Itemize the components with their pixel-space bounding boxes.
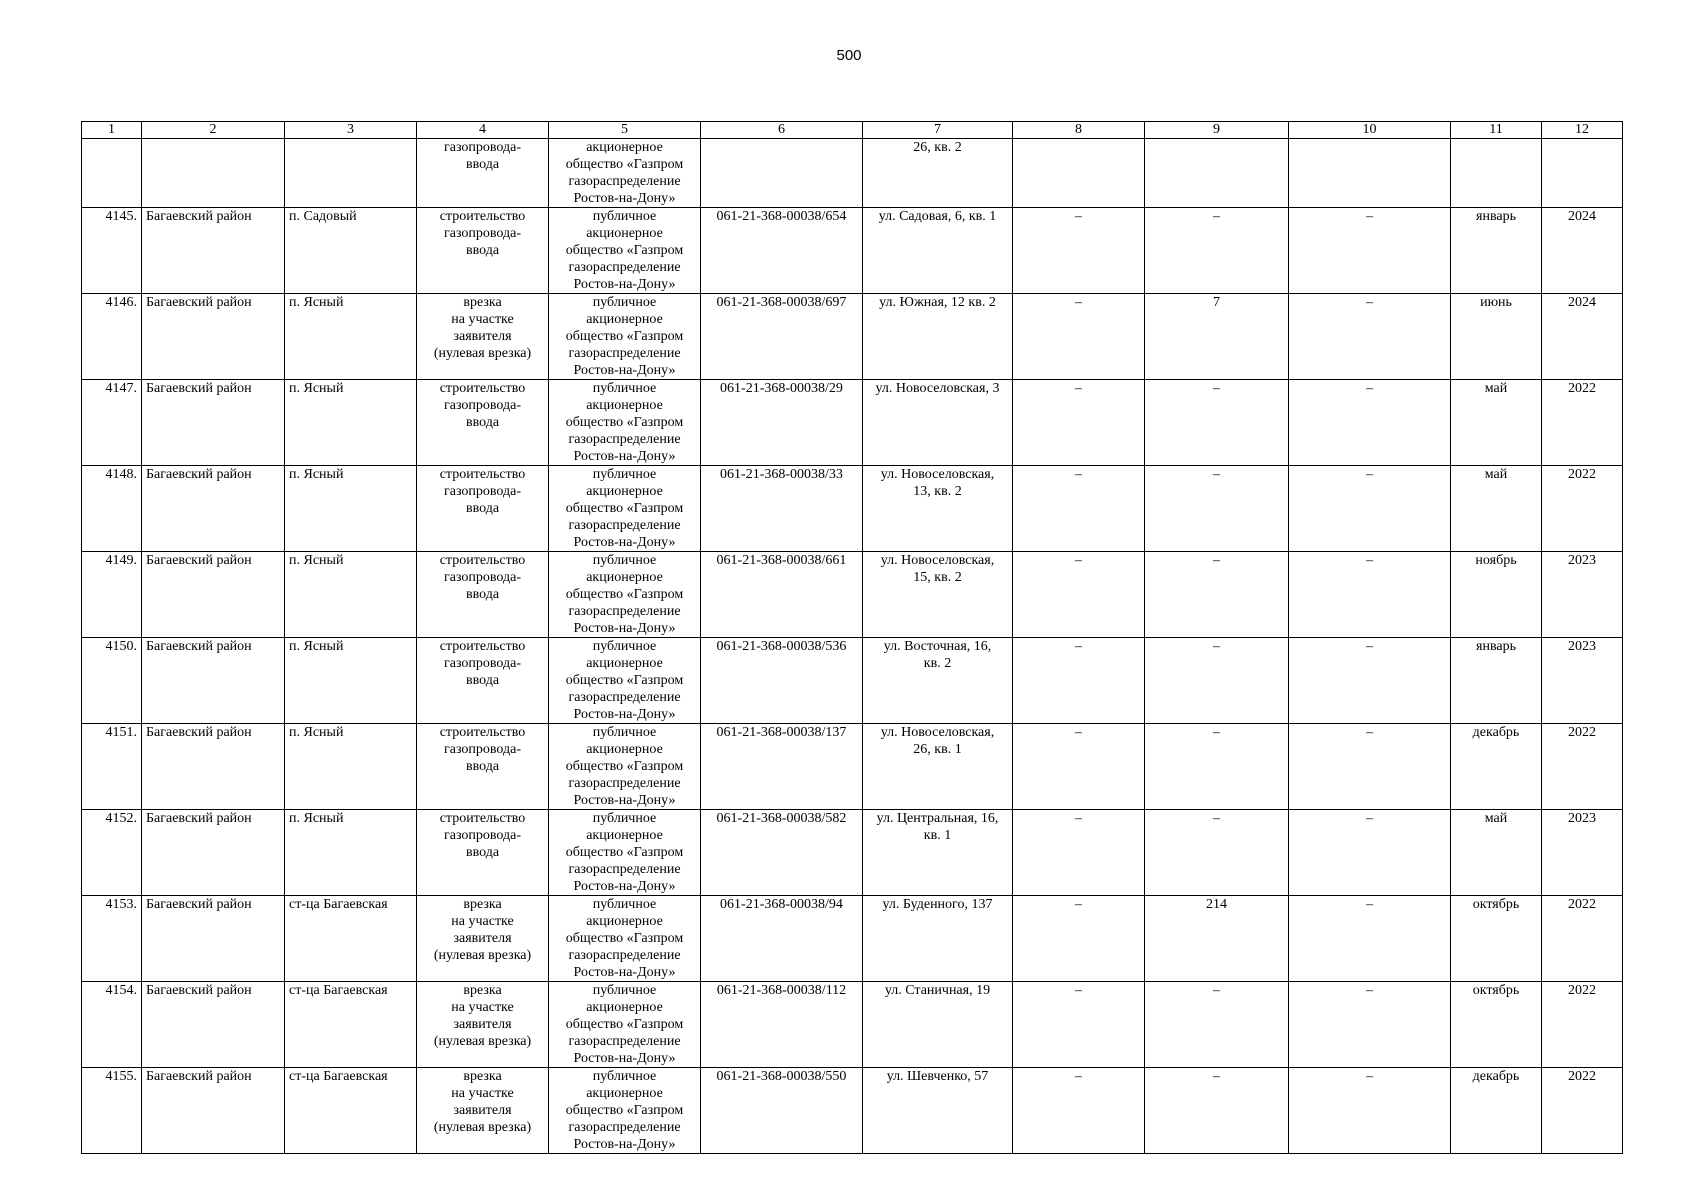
column-number-header: 10 — [1289, 122, 1451, 139]
table-row — [82, 294, 1623, 380]
cell-number: 4153. — [82, 896, 142, 982]
cell-col10: – — [1289, 466, 1451, 552]
cell-work-type: строительство газопровода- ввода — [417, 552, 549, 638]
cell-col8: – — [1013, 982, 1145, 1068]
cell-work-type: врезка на участке заявителя (нулевая врезка) — [417, 896, 549, 982]
cell-month: январь — [1451, 208, 1542, 294]
cell-col10 — [1289, 139, 1451, 208]
cell-month: октябрь — [1451, 896, 1542, 982]
cell-district: Багаевский район — [142, 208, 285, 294]
cell-settlement: п. Садовый — [285, 208, 417, 294]
cell-work-type: врезка на участке заявителя (нулевая врезка) — [417, 1068, 549, 1154]
cell-address: ул. Буденного, 137 — [863, 896, 1013, 982]
cell-col10: – — [1289, 810, 1451, 896]
cell-settlement: ст-ца Багаевская — [285, 1068, 417, 1154]
cell-organization: публичное акционерное общество «Газпром газораспределение Ростов-на-Дону» — [549, 552, 701, 638]
table-row — [82, 1068, 1623, 1154]
cell-address: ул. Восточная, 16, кв. 2 — [863, 638, 1013, 724]
table-row — [82, 896, 1623, 982]
cell-organization: публичное акционерное общество «Газпром газораспределение Ростов-на-Дону» — [549, 1068, 701, 1154]
cell-col8: – — [1013, 380, 1145, 466]
column-number-header: 9 — [1145, 122, 1289, 139]
cell-code: 061-21-368-00038/137 — [701, 724, 863, 810]
cell-settlement: ст-ца Багаевская — [285, 896, 417, 982]
column-number-header: 4 — [417, 122, 549, 139]
cell-year: 2023 — [1542, 638, 1623, 724]
cell-col8: – — [1013, 552, 1145, 638]
cell-number: 4149. — [82, 552, 142, 638]
cell-organization: публичное акционерное общество «Газпром газораспределение Ростов-на-Дону» — [549, 896, 701, 982]
cell-address: ул. Новоселовская, 26, кв. 1 — [863, 724, 1013, 810]
cell-organization: публичное акционерное общество «Газпром газораспределение Ростов-на-Дону» — [549, 982, 701, 1068]
cell-month: декабрь — [1451, 1068, 1542, 1154]
cell-organization: публичное акционерное общество «Газпром газораспределение Ростов-на-Дону» — [549, 208, 701, 294]
cell-organization: публичное акционерное общество «Газпром газораспределение Ростов-на-Дону» — [549, 638, 701, 724]
table-row — [82, 810, 1623, 896]
cell-col9: – — [1145, 208, 1289, 294]
cell-work-type: строительство газопровода- ввода — [417, 810, 549, 896]
cell-work-type: врезка на участке заявителя (нулевая врезка) — [417, 982, 549, 1068]
cell-code — [701, 139, 863, 208]
cell-number: 4145. — [82, 208, 142, 294]
cell-organization: публичное акционерное общество «Газпром газораспределение Ростов-на-Дону» — [549, 466, 701, 552]
column-number-header: 2 — [142, 122, 285, 139]
cell-col10: – — [1289, 208, 1451, 294]
cell-col9: – — [1145, 1068, 1289, 1154]
column-number-header: 3 — [285, 122, 417, 139]
cell-col9: – — [1145, 638, 1289, 724]
cell-col8: – — [1013, 1068, 1145, 1154]
cell-month: июнь — [1451, 294, 1542, 380]
column-number-row — [82, 122, 1623, 139]
cell-col10: – — [1289, 380, 1451, 466]
cell-code: 061-21-368-00038/112 — [701, 982, 863, 1068]
cell-year: 2022 — [1542, 724, 1623, 810]
cell-code: 061-21-368-00038/29 — [701, 380, 863, 466]
cell-col10: – — [1289, 294, 1451, 380]
cell-col8 — [1013, 139, 1145, 208]
cell-work-type: строительство газопровода- ввода — [417, 638, 549, 724]
cell-number: 4154. — [82, 982, 142, 1068]
cell-address: ул. Южная, 12 кв. 2 — [863, 294, 1013, 380]
cell-work-type: строительство газопровода- ввода — [417, 380, 549, 466]
cell-settlement: п. Ясный — [285, 294, 417, 380]
cell-district: Багаевский район — [142, 466, 285, 552]
table-row — [82, 552, 1623, 638]
cell-work-type: врезка на участке заявителя (нулевая врезка) — [417, 294, 549, 380]
cell-col8: – — [1013, 810, 1145, 896]
cell-address: ул. Станичная, 19 — [863, 982, 1013, 1068]
cell-settlement: п. Ясный — [285, 810, 417, 896]
cell-col9: 7 — [1145, 294, 1289, 380]
cell-organization: публичное акционерное общество «Газпром газораспределение Ростов-на-Дону» — [549, 724, 701, 810]
cell-year: 2024 — [1542, 294, 1623, 380]
table-row — [82, 724, 1623, 810]
cell-col10: – — [1289, 638, 1451, 724]
cell-address: ул. Новоселовская, 13, кв. 2 — [863, 466, 1013, 552]
cell-organization: публичное акционерное общество «Газпром газораспределение Ростов-на-Дону» — [549, 380, 701, 466]
cell-work-type: строительство газопровода- ввода — [417, 208, 549, 294]
cell-month: декабрь — [1451, 724, 1542, 810]
cell-district: Багаевский район — [142, 638, 285, 724]
cell-code: 061-21-368-00038/654 — [701, 208, 863, 294]
table-row — [82, 208, 1623, 294]
cell-col9: – — [1145, 552, 1289, 638]
cell-month: май — [1451, 380, 1542, 466]
cell-col9: – — [1145, 724, 1289, 810]
cell-col8: – — [1013, 294, 1145, 380]
cell-col8: – — [1013, 208, 1145, 294]
cell-settlement — [285, 139, 417, 208]
column-number-header: 6 — [701, 122, 863, 139]
cell-col10: – — [1289, 552, 1451, 638]
cell-col9: – — [1145, 380, 1289, 466]
cell-col8: – — [1013, 896, 1145, 982]
column-number-header: 1 — [82, 122, 142, 139]
cell-organization: публичное акционерное общество «Газпром газораспределение Ростов-на-Дону» — [549, 294, 701, 380]
cell-address: 26, кв. 2 — [863, 139, 1013, 208]
cell-code: 061-21-368-00038/33 — [701, 466, 863, 552]
column-number-header: 11 — [1451, 122, 1542, 139]
cell-year — [1542, 139, 1623, 208]
cell-settlement: п. Ясный — [285, 724, 417, 810]
cell-col10: – — [1289, 896, 1451, 982]
cell-year: 2022 — [1542, 982, 1623, 1068]
cell-month — [1451, 139, 1542, 208]
cell-year: 2022 — [1542, 896, 1623, 982]
cell-settlement: п. Ясный — [285, 552, 417, 638]
cell-year: 2022 — [1542, 1068, 1623, 1154]
table-row — [82, 982, 1623, 1068]
cell-address: ул. Новоселовская, 15, кв. 2 — [863, 552, 1013, 638]
cell-address: ул. Новоселовская, 3 — [863, 380, 1013, 466]
cell-organization: акционерное общество «Газпром газораспределение Ростов-на-Дону» — [549, 139, 701, 208]
cell-number: 4152. — [82, 810, 142, 896]
cell-year: 2022 — [1542, 380, 1623, 466]
cell-col9: 214 — [1145, 896, 1289, 982]
cell-settlement: п. Ясный — [285, 638, 417, 724]
cell-number: 4146. — [82, 294, 142, 380]
cell-settlement: п. Ясный — [285, 466, 417, 552]
cell-work-type: газопровода- ввода — [417, 139, 549, 208]
cell-year: 2023 — [1542, 552, 1623, 638]
cell-col9: – — [1145, 466, 1289, 552]
cell-year: 2022 — [1542, 466, 1623, 552]
cell-col9 — [1145, 139, 1289, 208]
register-table — [81, 121, 1623, 1154]
cell-district: Багаевский район — [142, 552, 285, 638]
cell-month: ноябрь — [1451, 552, 1542, 638]
cell-number: 4155. — [82, 1068, 142, 1154]
cell-month: май — [1451, 810, 1542, 896]
cell-code: 061-21-368-00038/536 — [701, 638, 863, 724]
cell-district: Багаевский район — [142, 810, 285, 896]
cell-district: Багаевский район — [142, 724, 285, 810]
cell-settlement: ст-ца Багаевская — [285, 982, 417, 1068]
cell-col8: – — [1013, 638, 1145, 724]
cell-month: май — [1451, 466, 1542, 552]
cell-district — [142, 139, 285, 208]
cell-organization: публичное акционерное общество «Газпром газораспределение Ростов-на-Дону» — [549, 810, 701, 896]
cell-col8: – — [1013, 466, 1145, 552]
cell-district: Багаевский район — [142, 1068, 285, 1154]
column-number-header: 8 — [1013, 122, 1145, 139]
cell-number: 4148. — [82, 466, 142, 552]
cell-number: 4151. — [82, 724, 142, 810]
cell-month: октябрь — [1451, 982, 1542, 1068]
cell-district: Багаевский район — [142, 380, 285, 466]
cell-col8: – — [1013, 724, 1145, 810]
cell-col9: – — [1145, 810, 1289, 896]
page-number: 500 — [836, 47, 862, 64]
cell-number: 4147. — [82, 380, 142, 466]
cell-work-type: строительство газопровода- ввода — [417, 466, 549, 552]
column-number-header: 7 — [863, 122, 1013, 139]
cell-col9: – — [1145, 982, 1289, 1068]
continuation-row — [82, 139, 1623, 208]
cell-code: 061-21-368-00038/582 — [701, 810, 863, 896]
cell-month: январь — [1451, 638, 1542, 724]
cell-number — [82, 139, 142, 208]
cell-code: 061-21-368-00038/94 — [701, 896, 863, 982]
cell-district: Багаевский район — [142, 896, 285, 982]
cell-address: ул. Садовая, 6, кв. 1 — [863, 208, 1013, 294]
column-number-header: 12 — [1542, 122, 1623, 139]
cell-address: ул. Центральная, 16, кв. 1 — [863, 810, 1013, 896]
cell-code: 061-21-368-00038/697 — [701, 294, 863, 380]
cell-year: 2024 — [1542, 208, 1623, 294]
cell-year: 2023 — [1542, 810, 1623, 896]
cell-col10: – — [1289, 982, 1451, 1068]
table-row — [82, 638, 1623, 724]
cell-settlement: п. Ясный — [285, 380, 417, 466]
cell-col10: – — [1289, 1068, 1451, 1154]
cell-code: 061-21-368-00038/661 — [701, 552, 863, 638]
cell-work-type: строительство газопровода- ввода — [417, 724, 549, 810]
table-row — [82, 380, 1623, 466]
cell-code: 061-21-368-00038/550 — [701, 1068, 863, 1154]
cell-col10: – — [1289, 724, 1451, 810]
cell-district: Багаевский район — [142, 982, 285, 1068]
cell-district: Багаевский район — [142, 294, 285, 380]
cell-address: ул. Шевченко, 57 — [863, 1068, 1013, 1154]
cell-number: 4150. — [82, 638, 142, 724]
column-number-header: 5 — [549, 122, 701, 139]
table-row — [82, 466, 1623, 552]
